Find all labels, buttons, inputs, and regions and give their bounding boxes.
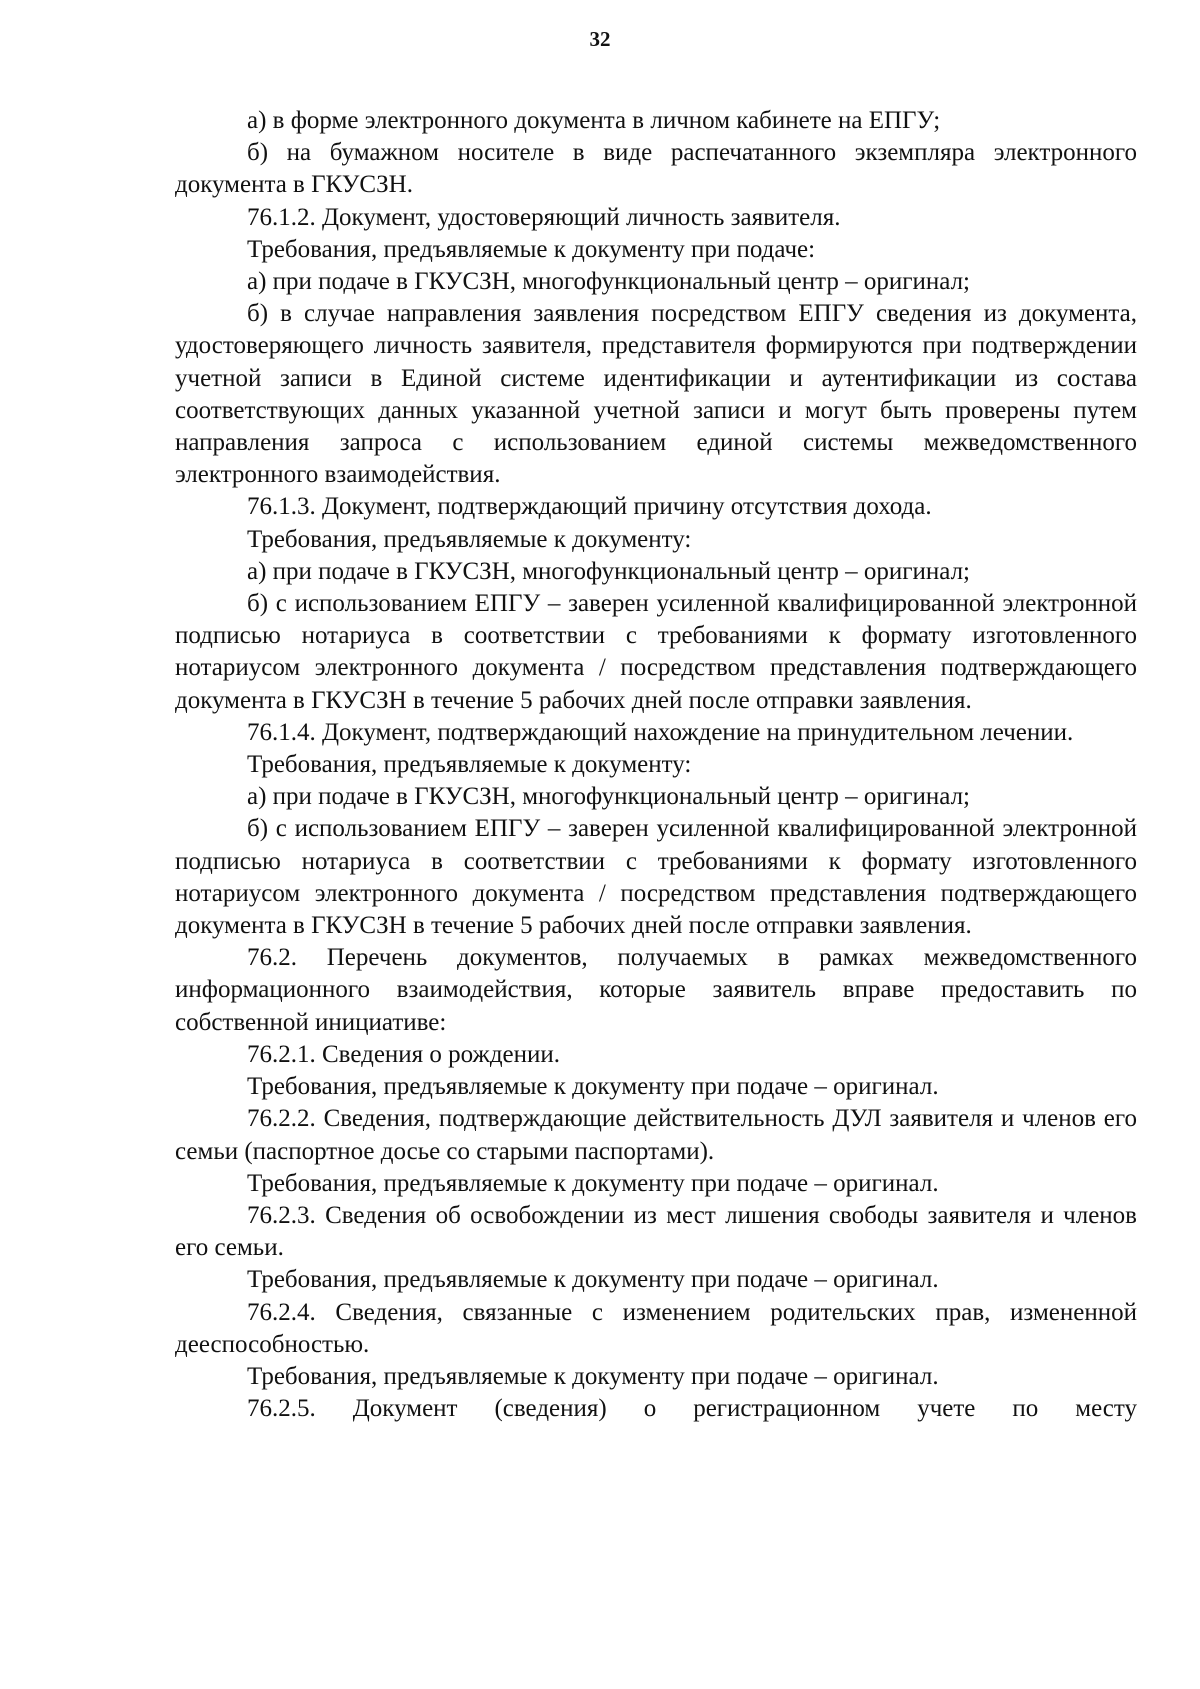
paragraph: 76.1.3. Документ, подтверждающий причину отсутствия дохода.	[247, 493, 932, 521]
paragraph: а) при подаче в ГКУСЗН, многофункциональный центр – оригинал;	[247, 783, 970, 811]
paragraph: б) с использованием ЕПГУ – заверен усиленной квалифицированной электронной подписью нотариуса в соответствии с требованиями к формату изготовленного нотариусом электронного документа / посредством представления подтверждающего документа в ГКУСЗН в течение 5 рабочих дней после отправки заявления.	[175, 590, 1137, 714]
paragraph: Требования, предъявляемые к документу при подаче – оригинал.	[247, 1362, 939, 1390]
paragraph: 76.2. Перечень документов, получаемых в рамках межведомственного информационного взаимодействия, которые заявитель вправе предоставить по собственной инициативе:	[175, 944, 1137, 1036]
paragraph: 76.1.4. Документ, подтверждающий нахождение на принудительном лечении.	[247, 718, 1074, 746]
page-number: 32	[589, 27, 611, 51]
paragraph: Требования, предъявляемые к документу при подаче:	[247, 235, 816, 263]
paragraph: Требования, предъявляемые к документу при подаче – оригинал.	[247, 1073, 939, 1101]
paragraph: 76.2.2. Сведения, подтверждающие действительность ДУЛ заявителя и членов его семьи (паспортное досье со старыми паспортами).	[175, 1105, 1137, 1165]
paragraph: 76.2.5. Документ (сведения) о регистрационном учете по месту	[247, 1395, 1137, 1423]
paragraph: 76.2.3. Сведения об освобождении из мест лишения свободы заявителя и членов его семьи.	[175, 1201, 1137, 1262]
paragraph: б) с использованием ЕПГУ – заверен усиленной квалифицированной электронной подписью нотариуса в соответствии с требованиями к формату изготовленного нотариусом электронного документа / посредством представления подтверждающего документа в ГКУСЗН в течение 5 рабочих дней после отправки заявления.	[175, 815, 1137, 940]
paragraph: Требования, предъявляемые к документу при подаче – оригинал.	[247, 1266, 939, 1294]
paragraph: Требования, предъявляемые к документу:	[247, 525, 692, 553]
paragraph: 76.2.4. Сведения, связанные с изменением родительских прав, измененной дееспособностью.	[175, 1298, 1137, 1358]
paragraph: б) на бумажном носителе в виде распечатанного экземпляра электронного документа в ГКУСЗН.	[175, 139, 1137, 199]
paragraph: а) при подаче в ГКУСЗН, многофункциональный центр – оригинал;	[247, 557, 970, 585]
paragraph: 76.1.2. Документ, удостоверяющий личность заявителя.	[247, 203, 841, 231]
paragraph: Требования, предъявляемые к документу при подаче – оригинал.	[247, 1169, 939, 1197]
paragraph: а) в форме электронного документа в личном кабинете на ЕПГУ;	[247, 107, 941, 134]
paragraph: 76.2.1. Сведения о рождении.	[247, 1040, 561, 1068]
paragraph: а) при подаче в ГКУСЗН, многофункциональный центр – оригинал;	[247, 268, 970, 296]
document-body	[175, 105, 1137, 1425]
paragraph: Требования, предъявляемые к документу:	[247, 751, 692, 779]
paragraph: б) в случае направления заявления посредством ЕПГУ сведения из документа, удостоверяющего личность заявителя, представителя формируются при подтверждении учетной записи в Единой системе идентификации и аутентификации из состава соответствующих данных указанной учетной записи и могут быть проверены путем направления запроса с использованием единой системы межведомственного электронного взаимодействия.	[175, 300, 1137, 489]
